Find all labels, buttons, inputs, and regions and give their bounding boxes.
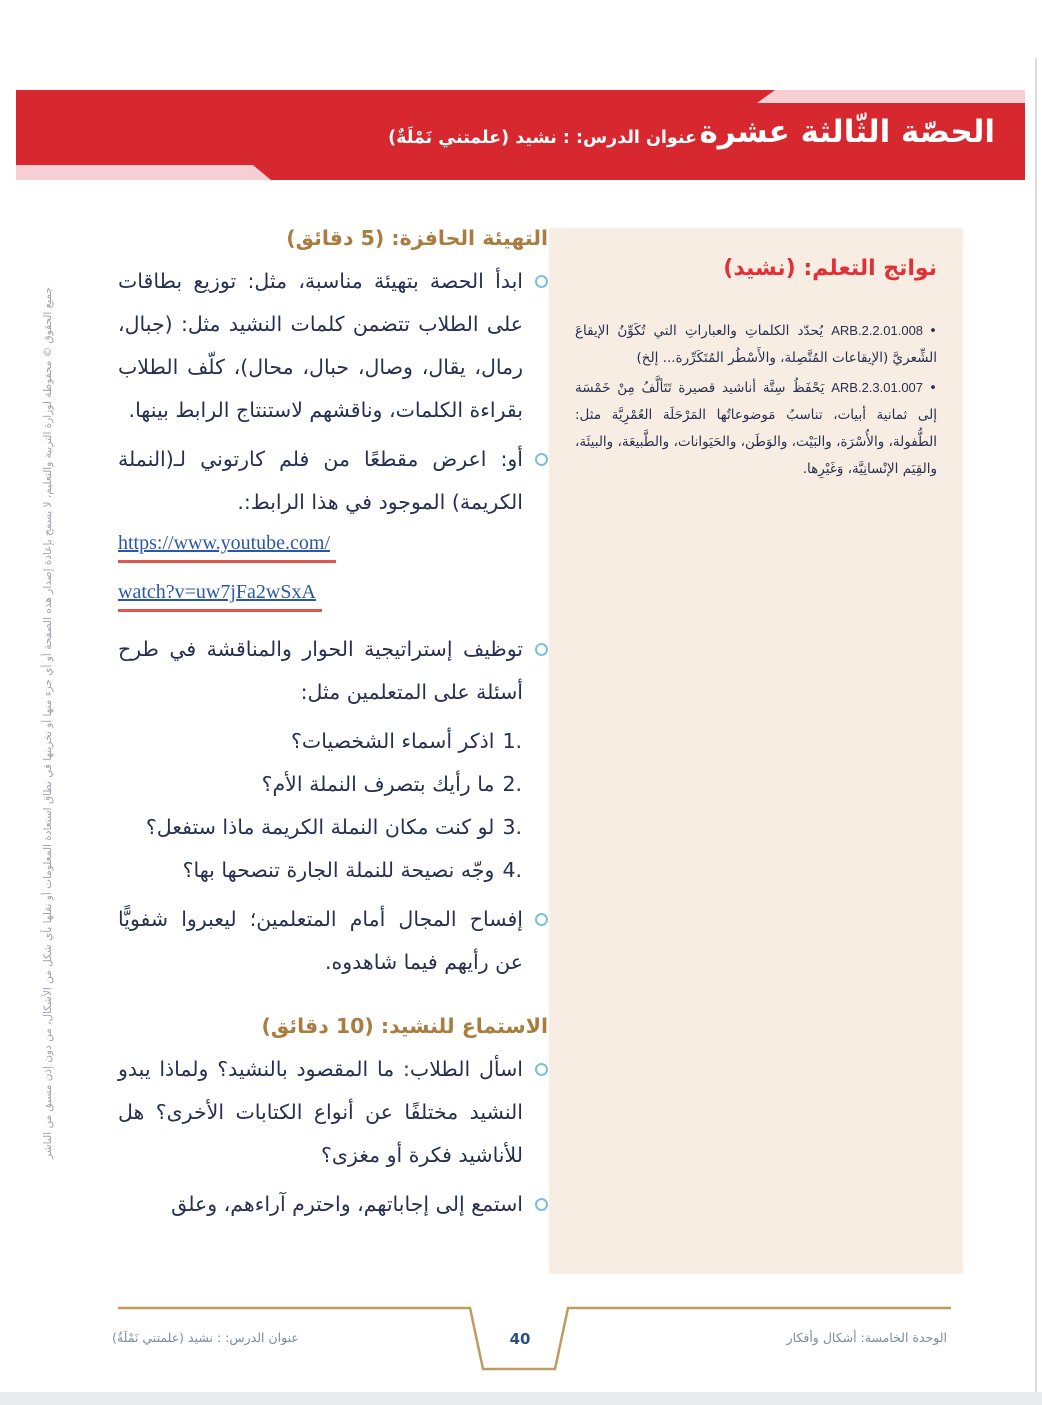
header-band [16, 90, 1025, 180]
dot-bullet-icon [923, 380, 937, 396]
question-item [118, 720, 522, 763]
list-item [118, 898, 548, 984]
page-edge-right [1035, 58, 1037, 1392]
bullet-text: استمع إلى إجاباتهم، واحترم آراءهم، وعلق [171, 1192, 523, 1216]
session-title: الحصّة الثّالثة عشرة [699, 114, 995, 150]
learning-outcomes-panel [549, 228, 963, 1274]
question-number: 4. [502, 858, 522, 882]
main-content-column [118, 226, 548, 1232]
section-heading-listening: الاستماع للنشيد: (10 دقائق) [261, 1014, 548, 1038]
list-item [118, 260, 548, 432]
bullet-text: أو: اعرض مقطعًا من فلم كارتوني لـ(النملة الكريمة) الموجود في هذا الرابط:. [118, 447, 523, 514]
question-number: 3. [502, 815, 522, 839]
outcome-item [575, 374, 937, 483]
circle-bullet-icon [535, 1198, 548, 1211]
outcome-item [575, 317, 937, 372]
list-item [118, 628, 548, 714]
outcome-code: ARB.2.3.01.007 [831, 380, 924, 395]
question-text: لو كنت مكان النملة الكريمة ماذا ستفعل؟ [145, 815, 495, 839]
circle-bullet-icon [535, 275, 548, 288]
outcome-text: يُحدّد الكلماتِ والعباراتِ التي تُكَوِّنُ الإيقاعَ الشِّعريَّ (الإيقاعات المُتَّصِلة، والأَسْطُر المُتَكَرِّرة... إلخ) [575, 323, 937, 366]
bullet-text: اسأل الطلاب: ما المقصود بالنشيد؟ ولماذا يبدو النشيد مختلفًا عن أنواع الكتابات الأخرى؟ هل للأناشيد فكرة أو مغزى؟ [118, 1057, 523, 1167]
question-text: ما رأيك بتصرف النملة الأم؟ [261, 772, 495, 796]
outcome-text: يَحْفَظُ سِتَّة أناشيد قصيرة تَتَألَّفُ مِنْ خَمْسَة إلى ثمانية أبيات، تناسبُ مَوضوعاتُها المَرْحَلَة العُمْرِيَّة مثل: الطُّفولة، والأُسْرَة، والبَيْت، والوَطَن، والحَيَوانات، والطَّبيعَة، والبيئَة، والقِيَم الإنْسانِيَّة، وَغَيْرِها. [575, 380, 937, 477]
footer-unit-title: الوحدة الخامسة: أشكال وأفكار [786, 1330, 947, 1345]
header-lesson-title: عنوان الدرس: : نشيد (علمتني نَمْلَةٌ) [388, 128, 697, 148]
question-text: اذكر أسماء الشخصيات؟ [291, 729, 495, 753]
circle-bullet-icon [535, 913, 548, 926]
page-number: 40 [509, 1330, 531, 1348]
list-item [118, 438, 548, 524]
footer-lesson-title: عنوان الدرس: : نشيد (علمتني نَمْلَةٌ) [112, 1330, 299, 1345]
bullet-text: توظيف إستراتيجية الحوار والمناقشة في طرح أسئلة على المتعلمين مثل: [118, 637, 523, 704]
section-heading-warmup: التهيئة الحافزة: (5 دقائق) [286, 226, 548, 250]
youtube-link-part2[interactable]: watch?v=uw7jFa2wSxA [118, 581, 322, 612]
youtube-link-part1[interactable]: https://www.youtube.com/ [118, 532, 336, 563]
copyright-vertical-note: جميع الحقوق © محفوظة لوزارة التربية والتعليم، لا يسمح بإعادة إصدار هذه الصفحة أو أي جزء منها أو تخزينها في نطاق استعادة المعلومات أو نقلها بأي شكل من الأشكال، من دون إذن مسبق من الناشر [42, 287, 54, 1159]
list-item [118, 1183, 548, 1226]
bullet-text: إفساح المجال أمام المتعلمين؛ ليعبروا شفويًّا عن رأيهم فيما شاهدوه. [118, 907, 523, 974]
question-text: وجّه نصيحة للنملة الجارة تنصحها بها؟ [182, 858, 495, 882]
bullet-text: ابدأ الحصة بتهيئة مناسبة، مثل: توزيع بطاقات على الطلاب تتضمن كلمات النشيد مثل: (جبال، رمال، يقال، وصال، حبال، محال)، كلّف الطلاب بقراءة الكلمات، وناقشهم لاستنتاج الرابط بينها. [118, 269, 523, 422]
header-pink-accent-bottom [16, 165, 271, 180]
question-item [118, 763, 522, 806]
question-number: 2. [502, 772, 522, 796]
header-pink-accent-top [757, 90, 1025, 103]
question-number: 1. [502, 729, 522, 753]
page-edge-bottom [0, 1392, 1042, 1405]
circle-bullet-icon [535, 1063, 548, 1076]
questions-list [118, 720, 522, 892]
circle-bullet-icon [535, 643, 548, 656]
youtube-link-line-1 [118, 530, 548, 563]
question-item [118, 849, 522, 892]
youtube-link-line-2 [118, 579, 548, 612]
list-item [118, 1048, 548, 1177]
outcome-code: ARB.2.2.01.008 [831, 323, 924, 338]
dot-bullet-icon [923, 323, 937, 339]
learning-outcomes-title: نواتج التعلم: (نشيد) [723, 256, 937, 281]
circle-bullet-icon [535, 453, 548, 466]
question-item [118, 806, 522, 849]
